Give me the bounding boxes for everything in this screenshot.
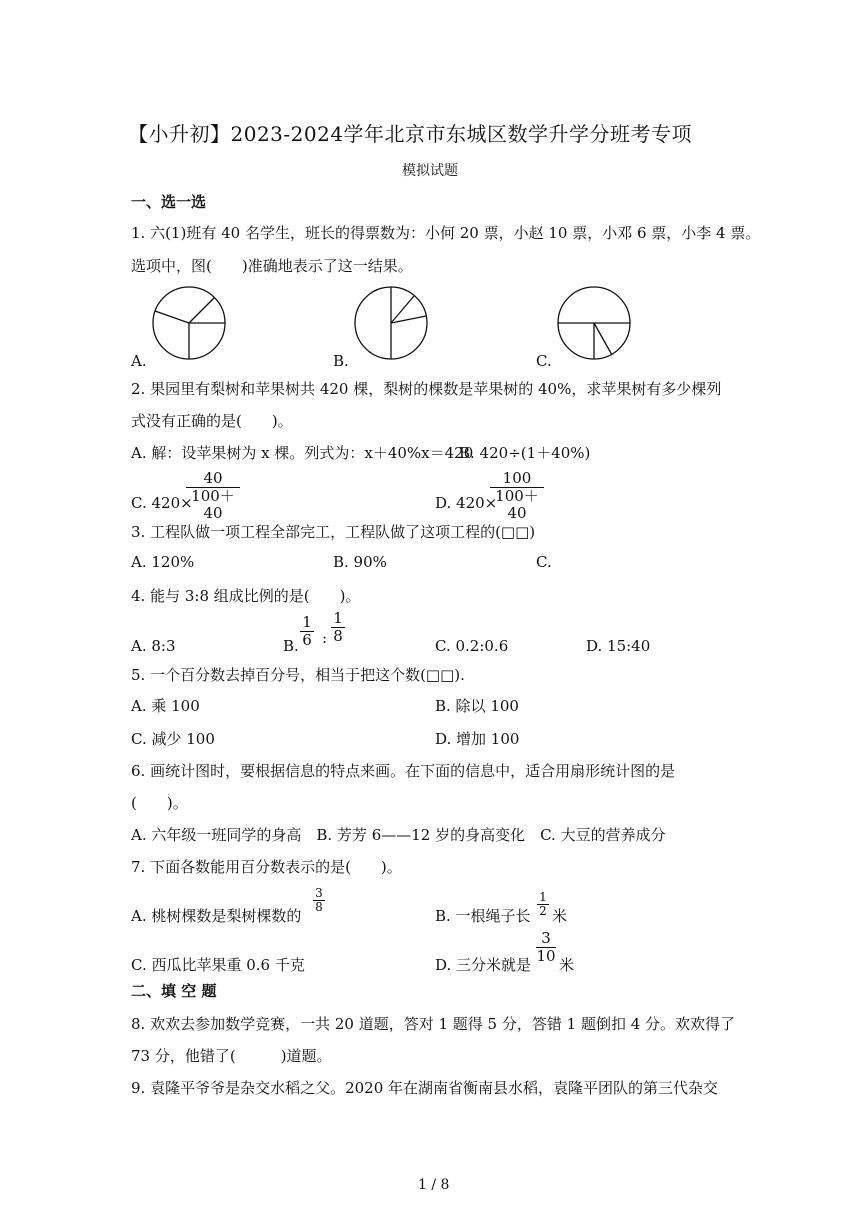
q9-line1: 9. 袁隆平爷爷是杂交水稻之父。2020 年在湖南省衡南县水稻，袁隆平团队的第三代杂交 bbox=[131, 1079, 719, 1097]
q5-option-b: B. 除以 100 bbox=[435, 697, 519, 715]
fraction-numerator: 1 bbox=[302, 613, 312, 631]
q8-line2: 73 分，他错了( )道题。 bbox=[131, 1047, 332, 1065]
q4-option-b-fraction-2 bbox=[331, 610, 345, 645]
q4-line1: 4. 能与 3:8 组成比例的是( )。 bbox=[131, 587, 361, 605]
fraction-numerator: 40 bbox=[203, 469, 223, 487]
q1-option-b: B. bbox=[333, 352, 349, 370]
q1-option-c: C. bbox=[536, 352, 552, 370]
q3-line1: 3. 工程队做一项工程全部完工，工程队做了这项工程的(□□) bbox=[131, 523, 536, 541]
q4-option-b-colon: : bbox=[322, 629, 328, 647]
section-heading-1: 一、选一选 bbox=[131, 193, 207, 211]
q5-option-d: D. 增加 100 bbox=[435, 730, 520, 748]
q6-line2: ( )。 bbox=[131, 794, 188, 812]
q7-option-d-unit: 米 bbox=[559, 956, 575, 974]
q7-option-d-fraction bbox=[536, 930, 556, 965]
fraction-denominator: 2 bbox=[539, 904, 547, 918]
q4-option-a: A. 8:3 bbox=[131, 637, 176, 655]
q7-option-a: A. 桃树棵数是梨树棵数的 bbox=[131, 907, 302, 925]
q2-option-c-prefix: C. 420× bbox=[131, 494, 193, 512]
fraction-numerator: 1 bbox=[333, 609, 343, 627]
q6-options: A. 六年级一班同学的身高 B. 芳芳 6——12 岁的身高变化 C. 大豆的营养成分 bbox=[131, 826, 666, 844]
q6-line1: 6. 画统计图时，要根据信息的特点来画。在下面的信息中，适合用扇形统计图的是 bbox=[131, 762, 676, 780]
q7-option-b: B. 一根绳子长 bbox=[435, 907, 531, 925]
q1-line2: 选项中，图( )准确地表示了这一结果。 bbox=[131, 257, 413, 275]
q7-option-b-unit: 米 bbox=[552, 907, 568, 925]
fraction-denominator: 10 bbox=[536, 947, 556, 965]
q2-option-d-fraction bbox=[490, 470, 544, 522]
q2-line2: 式没有正确的是( )。 bbox=[131, 412, 293, 430]
q1-line1: 1. 六(1)班有 40 名学生，班长的得票数为：小何 20 票，小赵 10 票，小邓 6 票，小李 4 票。 bbox=[131, 224, 761, 242]
q4-option-b-fraction-1 bbox=[300, 614, 314, 649]
pie-chart-b bbox=[352, 286, 432, 362]
fraction-denominator: 8 bbox=[315, 900, 323, 914]
q5-option-c: C. 减少 100 bbox=[131, 730, 215, 748]
q5-option-a: A. 乘 100 bbox=[131, 697, 200, 715]
q5-line1: 5. 一个百分数去掉百分号，相当于把这个数(□□). bbox=[131, 666, 465, 684]
fraction-numerator: 3 bbox=[315, 886, 323, 900]
q4-option-b-prefix: B. bbox=[283, 637, 299, 655]
fraction-numerator: 100 bbox=[502, 469, 532, 487]
fraction-numerator: 3 bbox=[541, 929, 551, 947]
q4-option-d: D. 15:40 bbox=[586, 637, 651, 655]
q7-option-d: D. 三分米就是 bbox=[435, 956, 532, 974]
q7-option-c: C. 西瓜比苹果重 0.6 千克 bbox=[131, 956, 305, 974]
q7-option-a-fraction bbox=[313, 887, 325, 914]
pie-chart-a bbox=[150, 286, 230, 362]
pie-chart-c bbox=[555, 286, 635, 362]
q2-option-c-fraction bbox=[186, 470, 240, 522]
q7-option-b-fraction bbox=[537, 891, 549, 918]
q3-option-c: C. bbox=[536, 553, 552, 571]
q2-line1: 2. 果园里有梨树和苹果树共 420 棵，梨树的棵数是苹果树的 40%，求苹果树有多少棵列 bbox=[131, 380, 722, 398]
document-title: 【小升初】2023-2024学年北京市东城区数学升学分班考专项 bbox=[128, 122, 693, 146]
q2-option-b: B. 420÷(1＋40%) bbox=[459, 444, 591, 462]
fraction-numerator: 1 bbox=[539, 890, 547, 904]
q2-option-a: A. 解：设苹果树为 x 棵。列式为：x＋40%x＝420 bbox=[131, 444, 474, 462]
fraction-denominator: 100＋40 bbox=[495, 487, 539, 522]
q1-option-a: A. bbox=[131, 352, 147, 370]
section-heading-2: 二、填 空 题 bbox=[131, 982, 217, 1000]
fraction-denominator: 6 bbox=[302, 631, 312, 649]
fraction-denominator: 100＋40 bbox=[191, 487, 235, 522]
q8-line1: 8. 欢欢去参加数学竞赛，一共 20 道题，答对 1 题得 5 分，答错 1 题倒扣 4 分。欢欢得了 bbox=[131, 1015, 736, 1033]
q7-line1: 7. 下面各数能用百分数表示的是( )。 bbox=[131, 858, 402, 876]
page-number: 1 / 8 bbox=[418, 1177, 450, 1193]
q2-option-d-prefix: D. 420× bbox=[435, 494, 498, 512]
q3-option-b: B. 90% bbox=[333, 553, 387, 571]
q3-option-a: A. 120% bbox=[131, 553, 195, 571]
q4-option-c: C. 0.2:0.6 bbox=[435, 637, 509, 655]
fraction-denominator: 8 bbox=[333, 627, 343, 645]
document-subtitle: 模拟试题 bbox=[402, 163, 458, 179]
